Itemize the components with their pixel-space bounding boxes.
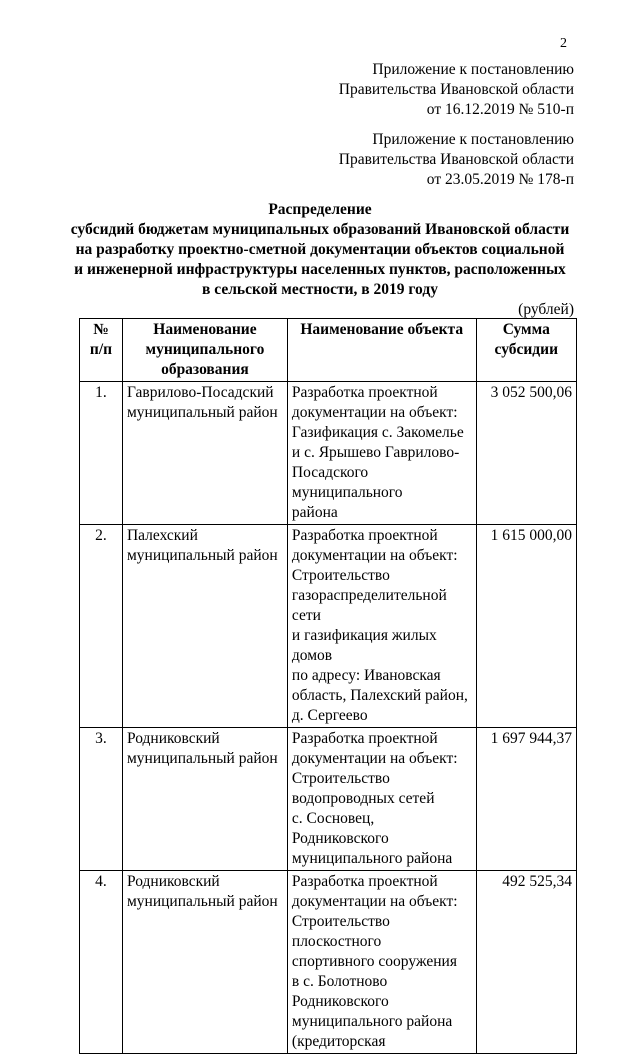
title-line: Распределение xyxy=(268,201,372,218)
object-cell xyxy=(287,871,476,1054)
cell-line: Родниковский xyxy=(126,873,220,890)
municipality-cell xyxy=(122,382,287,525)
cell-line: Газификация с. Закомелье xyxy=(291,424,464,441)
sum-cell: 1 615 000,00 xyxy=(476,525,576,728)
header-line: п/п xyxy=(89,341,113,358)
cell-line: и газификация жилых домов xyxy=(291,627,437,664)
cell-line: в с. Болотново xyxy=(291,973,388,990)
appendix-line: Правительства Ивановской области xyxy=(338,81,574,98)
header-object xyxy=(287,319,476,382)
header-line: муниципального xyxy=(145,341,265,358)
header-line: Наименование объекта xyxy=(300,321,464,338)
header-number xyxy=(80,319,123,382)
object-cell xyxy=(287,525,476,728)
cell-line: документации на объект: xyxy=(291,750,458,767)
appendix-line: Приложение к постановлению xyxy=(372,61,574,78)
cell-line: Разработка проектной xyxy=(291,384,438,401)
cell-line: спортивного сооружения xyxy=(291,953,457,970)
row-number: 4. xyxy=(80,871,123,1054)
header-line: Сумма xyxy=(502,321,550,338)
cell-line: водопроводных сетей xyxy=(291,790,435,807)
cell-line: Палехский xyxy=(126,527,198,544)
cell-line: д. Сергеево xyxy=(291,707,368,724)
municipality-cell xyxy=(122,525,287,728)
cell-line: область, Палехский район, xyxy=(291,687,468,704)
title-line: в сельской местности, в 2019 году xyxy=(202,281,438,298)
cell-line: документации на объект: xyxy=(291,404,458,421)
cell-line: муниципального района xyxy=(291,850,453,867)
header-line: субсидии xyxy=(494,341,558,358)
cell-line: района xyxy=(291,504,338,521)
table-header-row xyxy=(80,319,577,382)
table-row xyxy=(80,871,577,1054)
cell-line: документации на объект: xyxy=(291,893,458,910)
sum-cell: 492 525,34 xyxy=(476,871,576,1054)
cell-line: муниципальный район xyxy=(126,547,278,564)
cell-line: с. Сосновец, Родниковского xyxy=(291,810,389,847)
cell-line: Гаврилово-Посадский xyxy=(126,384,274,401)
document-title xyxy=(60,200,580,300)
page-number: 2 xyxy=(560,36,567,51)
row-number: 1. xyxy=(80,382,123,525)
row-number: 2. xyxy=(80,525,123,728)
municipality-cell xyxy=(122,728,287,871)
cell-line: Разработка проектной xyxy=(291,527,438,544)
cell-line: Родниковский xyxy=(126,730,220,747)
table-row xyxy=(80,525,577,728)
table-row xyxy=(80,728,577,871)
appendix-line: от 16.12.2019 № 510-п xyxy=(426,101,574,118)
cell-line: муниципальный район xyxy=(126,893,278,910)
table-row xyxy=(80,382,577,525)
cell-line: муниципального района xyxy=(291,1013,453,1030)
sum-cell: 3 052 500,06 xyxy=(476,382,576,525)
header-municipality xyxy=(122,319,287,382)
subsidy-table xyxy=(79,318,577,1054)
sum-cell: 1 697 944,37 xyxy=(476,728,576,871)
cell-line: Строительство плоскостного xyxy=(291,913,390,950)
cell-line: Строительство xyxy=(291,567,390,584)
cell-line: Строительство xyxy=(291,770,390,787)
appendix-line: Приложение к постановлению xyxy=(372,131,574,148)
title-line: субсидий бюджетам муниципальных образований Ивановской области xyxy=(70,221,570,238)
municipality-cell xyxy=(122,871,287,1054)
cell-line: Родниковского xyxy=(291,993,389,1010)
cell-line: (кредиторская xyxy=(291,1033,386,1050)
row-number: 3. xyxy=(80,728,123,871)
cell-line: муниципальный район xyxy=(126,404,278,421)
header-sum xyxy=(476,319,576,382)
cell-line: документации на объект: xyxy=(291,547,458,564)
object-cell xyxy=(287,382,476,525)
cell-line: Посадского муниципального xyxy=(291,464,403,501)
header-line: № xyxy=(93,321,109,338)
appendix-line: Правительства Ивановской области xyxy=(338,151,574,168)
appendix-note-1 xyxy=(300,60,574,120)
cell-line: муниципальный район xyxy=(126,750,278,767)
cell-line: Разработка проектной xyxy=(291,873,438,890)
title-line: на разработку проектно-сметной документации объектов социальной xyxy=(75,241,565,258)
header-line: Наименование xyxy=(153,321,257,338)
cell-line: Разработка проектной xyxy=(291,730,438,747)
appendix-note-2 xyxy=(300,130,574,190)
cell-line: и с. Ярышево Гаврилово- xyxy=(291,444,460,461)
header-line: образования xyxy=(161,361,249,378)
object-cell xyxy=(287,728,476,871)
currency-note: (рублей) xyxy=(518,301,574,318)
cell-line: по адресу: Ивановская xyxy=(291,667,441,684)
title-line: и инженерной инфраструктуры населенных пунктов, расположенных xyxy=(74,261,566,278)
cell-line: газораспределительной сети xyxy=(291,587,447,624)
appendix-line: от 23.05.2019 № 178-п xyxy=(426,171,574,188)
